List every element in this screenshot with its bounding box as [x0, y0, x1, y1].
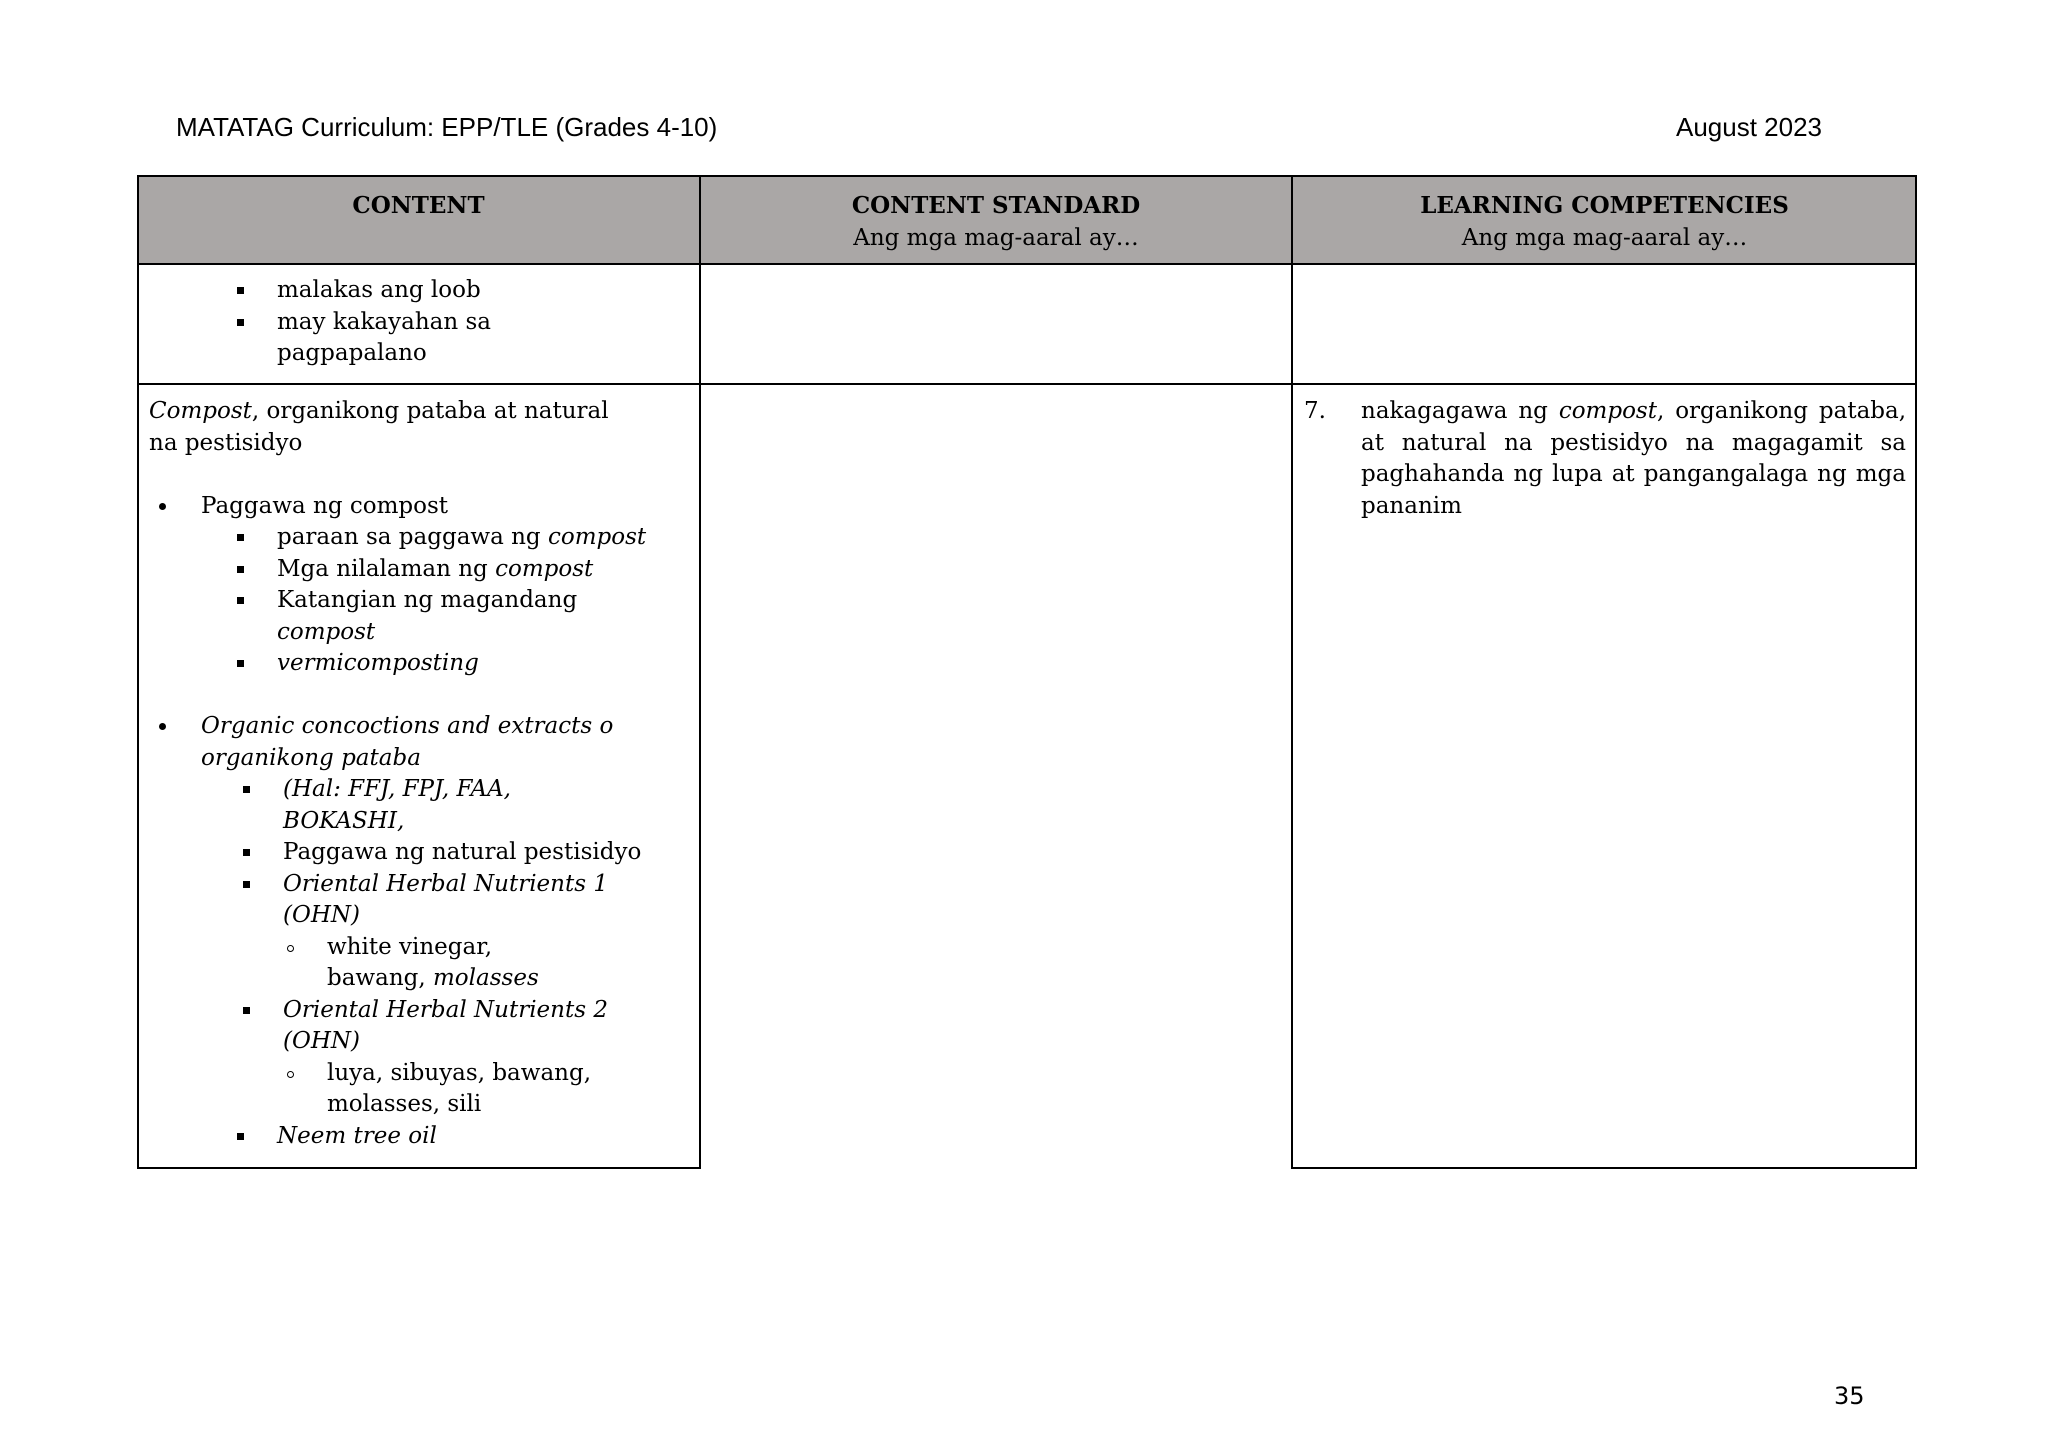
list-item: [149, 554, 694, 586]
list-item: [149, 1121, 694, 1153]
list-item-text: may kakayahan sa: [277, 308, 491, 335]
sub-list-item-text: molasses, sili: [327, 1091, 482, 1117]
table-border-right: [1915, 175, 1917, 1169]
sub-list-item-text: white vinegar,: [327, 933, 493, 960]
list-item-continuation: [149, 900, 694, 932]
disc-bullet-icon: [159, 723, 166, 730]
competency-item: [1304, 396, 1906, 522]
list-item-italic: compost: [277, 618, 376, 645]
list-item-italic: compost: [547, 524, 647, 550]
column-divider: [1291, 175, 1293, 1169]
column-header-title: CONTENT: [352, 192, 485, 219]
row-divider: [137, 383, 1917, 385]
page-number: 35: [1834, 1382, 1865, 1410]
list-item-italic: Oriental Herbal Nutrients 1: [283, 870, 608, 897]
section-label: organikong pataba: [201, 744, 421, 771]
list-item-text: Katangian ng magandang: [277, 587, 578, 613]
column-header-subtitle: Ang mga mag-aaral ay…: [1461, 225, 1748, 251]
square-bullet-icon: [237, 287, 244, 294]
list-item-continuation: [149, 806, 694, 838]
table-border-top: [137, 175, 700, 177]
section-label-continuation: [149, 743, 694, 775]
square-bullet-icon: [243, 881, 250, 888]
header-divider: [137, 263, 1917, 265]
list-item: [149, 869, 694, 901]
competency-text: , organikong: [1656, 398, 1808, 424]
table-border-bottom: [1292, 1167, 1917, 1169]
content-intro-line2: na pestisidyo: [149, 429, 303, 456]
content-intro-italic: Compost: [149, 398, 252, 424]
document-header-date: August 2023: [1676, 112, 1823, 142]
list-item-italic: vermicomposting: [277, 650, 479, 676]
competency-number: 7.: [1304, 398, 1326, 424]
sub-list-item-italic: molasses: [433, 965, 539, 991]
content-intro: [149, 396, 694, 428]
competency-text: nakagagawa ng: [1361, 398, 1559, 424]
column-header-title: CONTENT STANDARD: [851, 192, 1141, 219]
square-bullet-icon: [237, 566, 244, 573]
column-divider: [699, 175, 701, 1169]
table-border-top: [1292, 175, 1917, 177]
section-organic: [149, 711, 694, 743]
document-header-title: MATATAG Curriculum: EPP/TLE (Grades 4-10): [176, 112, 718, 142]
square-bullet-icon: [237, 319, 244, 326]
column-header-subtitle: Ang mga mag-aaral ay…: [853, 225, 1139, 251]
square-bullet-icon: [243, 1007, 250, 1014]
list-item-italic: (OHN): [283, 902, 360, 928]
sub-list-item-continuation: [149, 1089, 694, 1121]
list-item-continuation: [149, 617, 694, 649]
list-item-text: pagpapalano: [277, 340, 427, 366]
list-item-text: paraan sa paggawa ng: [277, 524, 548, 550]
sub-list-item-text: bawang,: [327, 965, 433, 991]
sub-list-item-continuation: [149, 963, 694, 995]
section-paggawa: [149, 491, 694, 523]
row2-competency-cell: [1304, 396, 1906, 522]
column-header-content-standard: [700, 175, 1292, 263]
row2-content-cell: [149, 396, 694, 1152]
square-bullet-icon: [243, 786, 250, 793]
list-item-italic: compost: [495, 555, 594, 582]
list-item: [149, 774, 694, 806]
list-item-italic: BOKASHI,: [283, 807, 405, 834]
list-item-continuation: [137, 338, 700, 370]
row1-content-cell: [137, 275, 700, 370]
sub-list-item: [149, 1058, 694, 1090]
circle-bullet-icon: [287, 1071, 294, 1078]
column-header-title: LEARNING COMPETENCIES: [1420, 192, 1789, 219]
disc-bullet-icon: [159, 503, 166, 510]
list-item: [149, 585, 694, 617]
square-bullet-icon: [237, 660, 244, 667]
competency-italic: compost: [1558, 398, 1657, 424]
square-bullet-icon: [237, 1133, 244, 1140]
list-item: [149, 522, 694, 554]
table-border-top: [700, 175, 1292, 177]
square-bullet-icon: [237, 597, 244, 604]
list-item-italic: (OHN): [283, 1028, 360, 1054]
list-item: [149, 837, 694, 869]
competency-text: pataba, at natural na pestisidyo na magagamit sa paghahanda ng lupa at pangangalaga ng mga pananim: [1361, 398, 1907, 519]
list-item-text: malakas ang loob: [277, 277, 481, 303]
list-item: [149, 648, 694, 680]
list-item-italic: (Hal: FFJ, FPJ, FAA,: [283, 776, 511, 802]
list-item-text: Paggawa ng natural pestisidyo: [283, 839, 642, 865]
list-item-continuation: [149, 1026, 694, 1058]
table-border-bottom: [137, 1167, 701, 1169]
column-header-learning-competencies: [1292, 175, 1917, 263]
list-item: [137, 307, 700, 339]
sub-list-item-text: luya, sibuyas, bawang,: [327, 1059, 592, 1086]
list-item-italic: Neem tree oil: [277, 1122, 437, 1149]
list-item-text: Mga nilalaman ng: [277, 555, 496, 582]
sub-list-item: [149, 932, 694, 964]
section-label: Organic concoctions and extracts o: [201, 713, 614, 739]
square-bullet-icon: [237, 534, 244, 541]
circle-bullet-icon: [287, 945, 294, 952]
column-header-content: [137, 175, 700, 263]
list-item-italic: Oriental Herbal Nutrients 2: [283, 996, 608, 1023]
section-label: Paggawa ng compost: [201, 492, 449, 519]
content-intro-text: , organikong pataba at natural: [251, 398, 609, 424]
list-item: [137, 275, 700, 307]
list-item: [149, 995, 694, 1027]
square-bullet-icon: [243, 849, 250, 856]
table-border-left: [137, 175, 139, 1169]
